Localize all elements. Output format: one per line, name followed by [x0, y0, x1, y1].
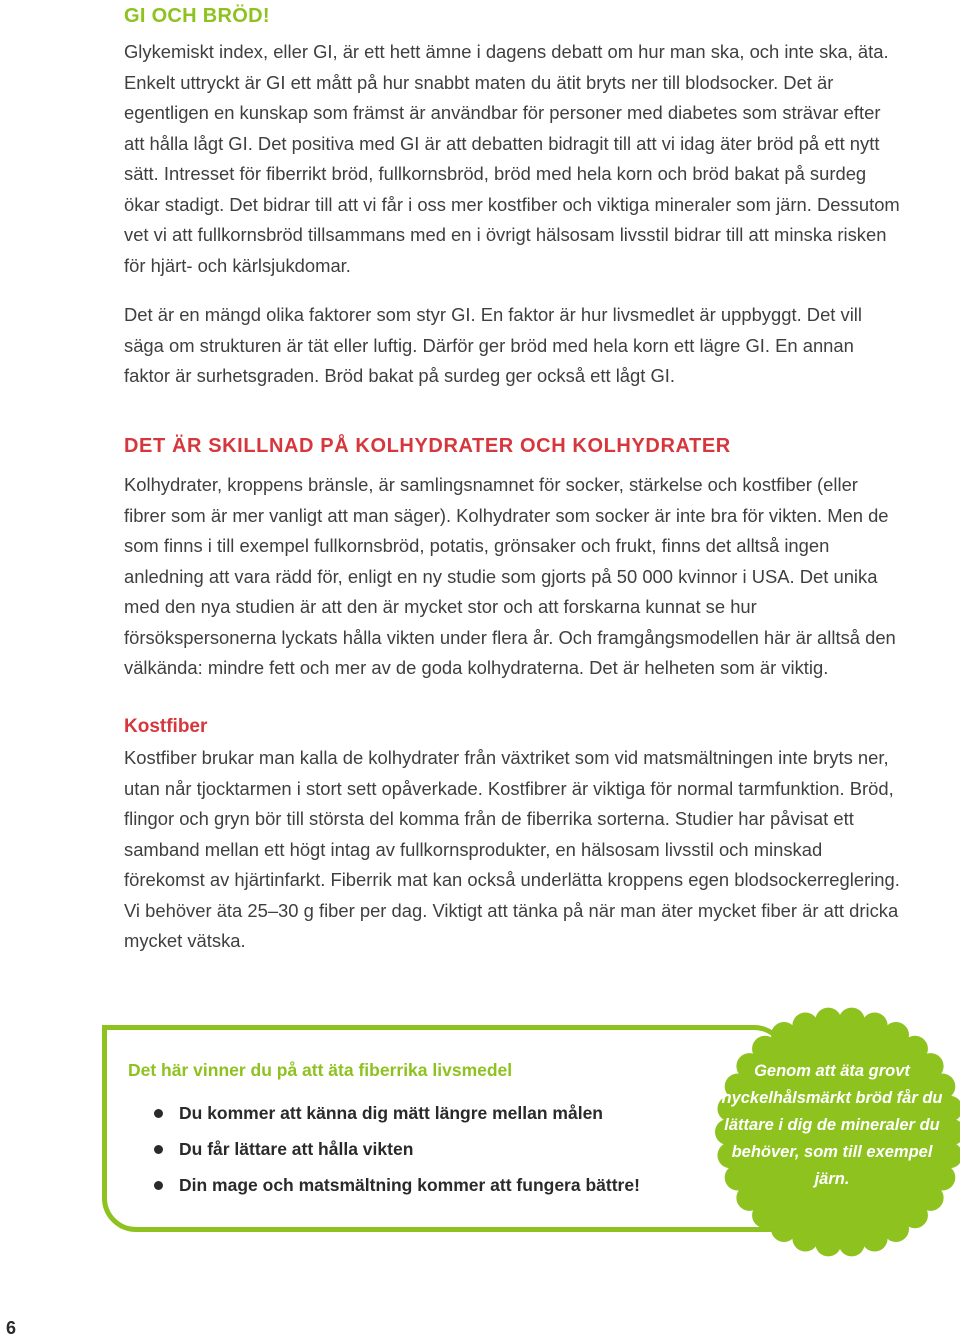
benefits-list	[150, 1096, 640, 1204]
paragraph-kostfiber: Kostfiber brukar man kalla de kolhydrater från växtriket som vid matsmältningen inte bryts ner, utan når tjocktarmen i stort sett opåverkade. Kostfibrer är viktiga för normal tarmfunktion. Bröd, flingor och gryn bör till största del komma från de fiberrika sorterna. Studier har påvisat ett samband mellan ett högt intag av fullkornsprodukter, en hälsosam livsstil och minskad förekomst av hjärtinfarkt. Fiberrik mat kan också underlätta kroppens egen blodsockerreglering. Vi behöver äta 25–30 g fiber per dag. Viktigt att tänka på när man äter mycket fiber är att dricka mycket vätska.	[124, 747, 900, 951]
section-heading-gi-och-brod: GI OCH BRÖD!	[124, 5, 270, 27]
page-number: 6	[6, 1318, 17, 1338]
section-heading-kostfiber: Kostfiber	[124, 716, 208, 737]
bullet-dot-icon	[154, 1181, 163, 1190]
bullet-dot-icon	[154, 1109, 163, 1118]
section-heading-kolhydrater: DET ÄR SKILLNAD PÅ KOLHYDRATER OCH KOLHYDRATER	[124, 435, 731, 457]
list-item	[150, 1132, 640, 1168]
list-item	[150, 1168, 640, 1204]
list-item-text: Du får lättare att hålla vikten	[179, 1139, 414, 1159]
paragraph-gi-intro: Glykemiskt index, eller GI, är ett hett ämne i dagens debatt om hur man ska, och inte ska, äta. Enkelt uttryckt är GI ett mått på hur snabbt maten du ätit bryts ner till blodsocker. Det är egentligen en kunskap som främst är användbar för personer med diabetes som strävar efter att hålla lågt GI. Det positiva med GI är att debatten bidragit till att vi idag äter bröd på ett nytt sätt. Intresset för fiberrikt bröd, fullkornsbröd, bröd med hela korn och bröd bakat på surdeg ökar stadigt. Det bidrar till att vi får i oss mer kostfiber och viktiga mineraler som järn. Dessutom vet vi att fullkornsbröd tillsammans med en i övrigt hälsosam livsstil bidrar till att minska risken för hjärt- och kärlsjukdomar.	[124, 41, 900, 276]
badge-text: Genom att äta grovt nyckelhålsmärkt bröd får du lättare i dig de mineraler du behöver, som till exempel järn.	[721, 1062, 943, 1188]
paragraph-gi-factors: Det är en mängd olika faktorer som styr GI. En faktor är hur livsmedlet är uppbyggt. Det vill säga om strukturen är tät eller luftig. Därför ger bröd med hela korn ett lägre GI. En annan faktor är surhetsgraden. Bröd bakat på surdeg ger också ett lågt GI.	[124, 304, 862, 386]
paragraph-kolhydrater: Kolhydrater, kroppens bränsle, är samlingsnamnet för socker, stärkelse och kostfiber (eller fibrer som är mer vanligt att man säger). Kolhydrater som socker är inte bra för vikten. Men de som finns i till exempel fullkornsbröd, potatis, grönsaker och frukt, finns det alltså ingen anledning att vara rädd för, enligt en ny studie som gjorts på 50 000 kvinnor i USA. Det unika med den nya studien är att den är mycket stor och att forskarna kunnat se hur försökspersonerna lyckats hålla vikten under flera år. Och framgångsmodellen här är alltså den välkända: mindre fett och mer av de goda kolhydraterna. Det är helheten som är viktig.	[124, 474, 896, 678]
list-item-text: Du kommer att känna dig mätt längre mellan målen	[179, 1103, 603, 1123]
list-item-text: Din mage och matsmältning kommer att fungera bättre!	[179, 1175, 640, 1195]
list-item	[150, 1096, 640, 1132]
bullet-dot-icon	[154, 1145, 163, 1154]
info-box-title: Det här vinner du på att äta fiberrika livsmedel	[128, 1060, 513, 1080]
